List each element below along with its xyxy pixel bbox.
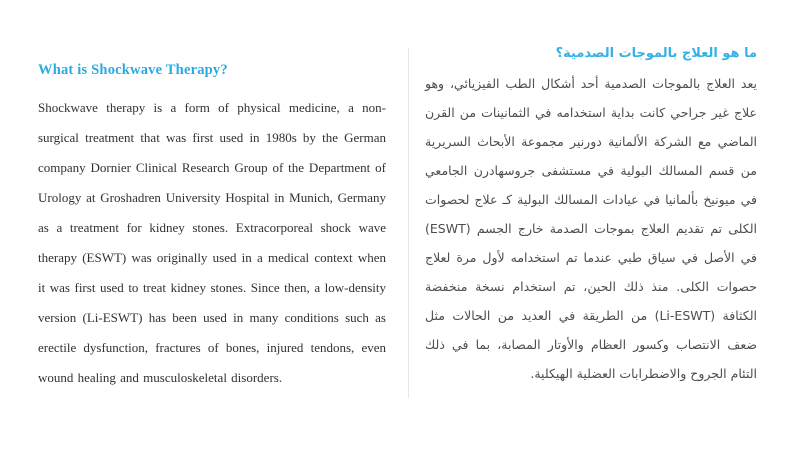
arabic-heading: ما هو العلاج بالموجات الصدمية؟ <box>555 46 757 61</box>
column-divider <box>408 48 409 398</box>
arabic-paragraph: يعد العلاج بالموجات الصدمية أحد أشكال الطب الفيزيائي، وهو علاج غير جراحي كانت بداية استخدامه في الثمانينات من القرن الماضي مع الشركة الألمانية دورنير مجموعة الأبحاث السريرية من قسم المسالك البولية في مستشفى جروسهادرن الجامعي في ميونيخ بألمانيا في عيادات المسالك البولية كـ علاج لحصوات الكلى تم تقديم العلاج بموجات الصدمة خارج الجسم (ESWT) في الأصل في سياق طبي عندما تم استخدامه لأول مرة لعلاج حصوات الكلى. منذ ذلك الحين، تم استخدام نسخة منخفضة الكثافة (Li-ESWT) من الطريقة في العديد من الحالات مثل ضعف الانتصاب وكسور العظام والأوتار المصابة، بما في ذلك التئام الجروح والاضطرابات العضلية الهيكلية. <box>425 76 757 381</box>
english-paragraph: Shockwave therapy is a form of physical medicine, a non-surgical treatment that was first used in 1980s by the German company Dornier Clinical Research Group of the Department of Urology at Groshadren University Hospital in Munich, Germany as a treatment for kidney stones. Extracorporeal shock wave therapy (ESWT) was originally used in a medical context when it was first used to treat kidney stones. Since then, a low-density version (Li-ESWT) has been used in many conditions such as erectile dysfunction, fractures of bones, injured tendons, even wound healing and musculoskeletal disorders. <box>38 100 386 385</box>
english-heading: What is Shockwave Therapy? <box>38 62 228 78</box>
english-section <box>38 62 386 393</box>
arabic-section <box>425 46 757 388</box>
